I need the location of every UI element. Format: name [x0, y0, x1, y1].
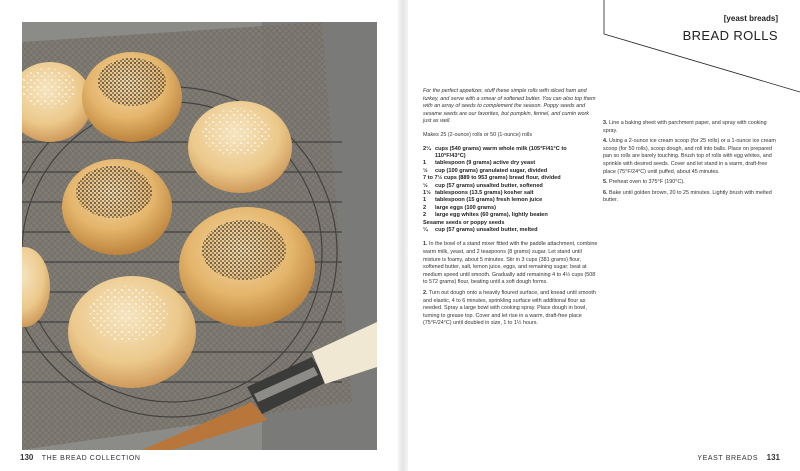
bread-rolls-illustration — [22, 22, 377, 450]
roll-poppy-large — [179, 207, 315, 327]
page-gutter — [398, 0, 408, 471]
recipe-step-1: 1. In the bowl of a stand mixer fitted with the paddle attachment, combine warm milk, yeast, and 2 teaspoons (8 grams) sugar. Let stand until mixture is foamy, about 5 minutes. Stir in 3 cups (381 grams) flour, softened butter, salt, lemon juice, eggs, and remaining sugar; beat at medium speed until smooth. Gradually add remaining 4 to 4½ cups (508 to 572 grams) flour, beating until a soft dough forms. — [423, 241, 598, 286]
recipe-yield: Makes 25 (2-ounce) rolls or 50 (1-ounce) rolls — [423, 131, 533, 138]
roll-sesame-bottom — [68, 276, 196, 388]
recipe-step-6: 6. Bake until golden brown, 20 to 25 minutes. Lightly brush with melted butter. — [603, 189, 772, 204]
roll-poppy-middle — [62, 159, 172, 255]
ingredient-list — [423, 146, 598, 235]
left-page-number: 130 — [20, 453, 34, 462]
ingredient-item: 7 to 7½ cups (889 to 953 grams) bread flour, divided — [423, 175, 561, 182]
roll-poppy-top — [82, 52, 182, 142]
ingredient-item: ½ cup (57 grams) unsalted butter, softened — [423, 182, 543, 189]
recipe-category: [yeast breads] — [723, 14, 778, 23]
recipe-intro: For the perfect appetizer, stuff these simple rolls with sliced ham and turkey, and serve with a smear of softened butter. You can also top them with an array of seeds to complement the season. Poppy seeds and sesame seeds are our favorites, but pumpkin, fennel, and cumin work just as well. — [423, 88, 596, 125]
recipe-step-5: 5. Preheat oven to 375°F (190°C). — [603, 179, 685, 186]
right-running-head: YEAST BREADS — [697, 455, 759, 462]
ingredient-item: 2¼ cups (540 grams) warm whole milk (105°F/41°C to 110°F/43°C) — [423, 145, 567, 159]
recipe-column-2 — [603, 120, 779, 208]
right-folio — [697, 453, 786, 462]
right-page-number: 131 — [766, 453, 780, 462]
recipe-step-2: 2. Turn out dough onto a heavily floured surface, and knead until smooth and elastic, 4 to 6 minutes, sprinkling surface with additional flour as needed. Spray a large bowl with cooking spray. Place dough in bowl, turning to grease top. Cover and let rise in a warm, draft-free place (75°F/24°C) until doubled in size, 1 to 1½ hours. — [423, 290, 596, 327]
recipe-step-3: 3. Line a baking sheet with parchment paper, and spray with cooking spray. — [603, 120, 767, 134]
recipe-column-1 — [423, 88, 598, 331]
ingredient-item: ½ cup (100 grams) granulated sugar, divided — [423, 167, 548, 174]
ingredient-item: ¼ cup (57 grams) unsalted butter, melted — [423, 227, 538, 234]
recipe-step-4: 4. Using a 2-ounce ice cream scoop (for 25 rolls) or a 1-ounce ice cream scoop (for 50 rolls), scoop dough, and roll into balls. Place on prepared pan so rolls are barely touching. Brush top of rolls with egg whites, and sprinkle with desired seeds. Cover and let stand in a warm, draft-free place (75°F/24°C) until puffed, about 45 minutes. — [603, 138, 776, 175]
ingredient-item: 2 large eggs (100 grams) — [423, 204, 496, 211]
roll-sesame-right — [188, 101, 292, 193]
ingredient-item: 1½ tablespoons (13.5 grams) kosher salt — [423, 190, 534, 196]
ingredient-item: 1 tablespoon (9 grams) active dry yeast — [423, 160, 536, 167]
left-running-head: THE BREAD COLLECTION — [41, 455, 141, 462]
ingredient-item: 1 tablespoon (15 grams) fresh lemon juice — [423, 197, 543, 204]
bread-rolls-photo — [22, 22, 377, 450]
recipe-title: BREAD ROLLS — [682, 28, 778, 43]
ingredient-item: 2 large egg whites (60 grams), lightly beaten — [423, 212, 548, 219]
left-folio — [14, 453, 141, 462]
ingredient-item: Sesame seeds or poppy seeds — [423, 219, 505, 226]
